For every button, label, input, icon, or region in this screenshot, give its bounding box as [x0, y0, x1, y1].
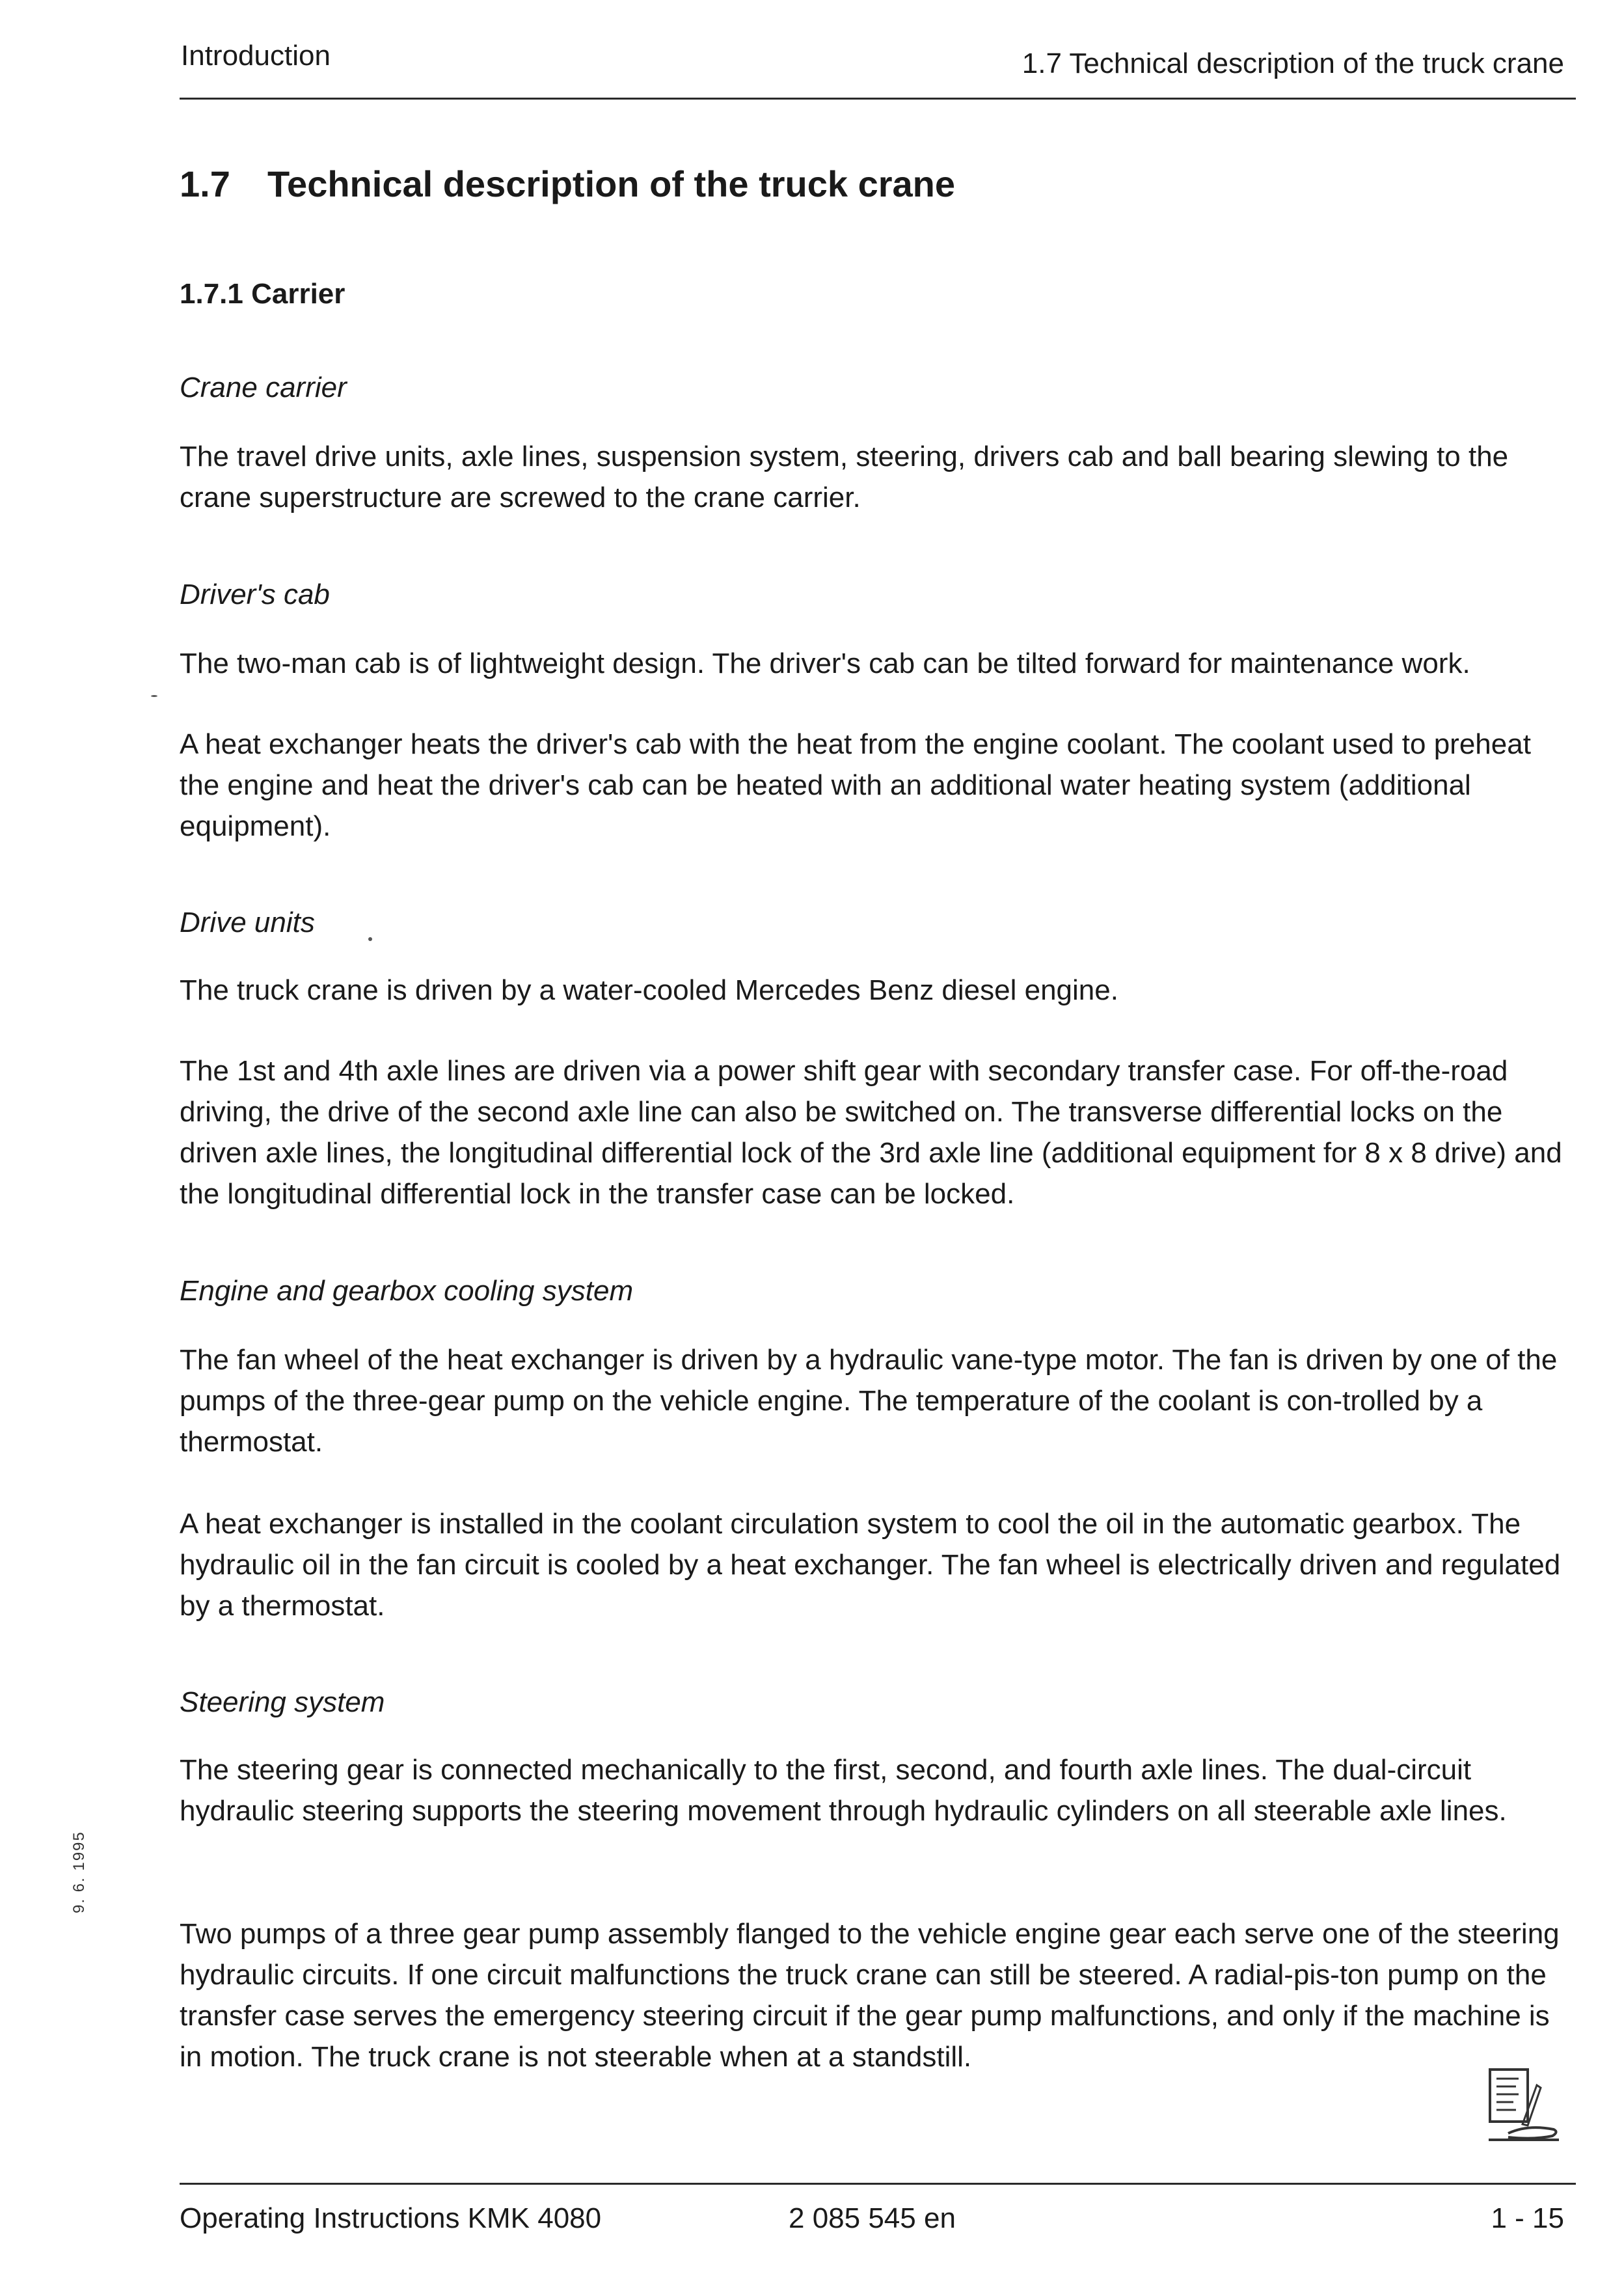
section-title: [180, 161, 955, 207]
paragraph: The fan wheel of the heat exchanger is driven by a hydraulic vane-type motor. The fan is driven by one of the pumps of the three-gear pump on the vehicle engine. The temperature of the coolant is con-trolled by a thermostat.: [180, 1344, 1558, 1458]
footer-rule: [180, 2183, 1576, 2185]
subheading-drive-units: Drive units: [180, 907, 315, 938]
footer-document-title: Operating Instructions KMK 4080: [180, 2202, 602, 2234]
scan-speck: [151, 695, 157, 697]
header-section: 1.7 Technical description of the truck crane: [1022, 48, 1564, 79]
subsection-title: 1.7.1 Carrier: [180, 278, 345, 310]
subheading-engine-gearbox-cooling: Engine and gearbox cooling system: [180, 1275, 634, 1307]
header-chapter: Introduction: [181, 40, 331, 72]
paragraph: A heat exchanger is installed in the coolant circulation system to cool the oil in the automatic gearbox. The hydraulic oil in the fan circuit is cooled by a heat exchanger. The fan wheel is electrically driven and regulated by a thermostat.: [180, 1508, 1561, 1622]
manual-book-icon: [1482, 2066, 1567, 2144]
paragraph: The 1st and 4th axle lines are driven via a power shift gear with secondary transfer case. For off-the-road driving, the drive of the second axle line can also be switched on. The transverse differential locks on the driven axle lines, the longitudinal differential lock of the 3rd axle line (additional equipment for 8 x 8 drive) and the longitudinal differential lock in the transfer case can be locked.: [180, 1055, 1562, 1210]
paragraph: The two-man cab is of lightweight design. The driver's cab can be tilted forward for maintenance work.: [180, 648, 1470, 679]
section-title-text: Technical description of the truck crane: [267, 163, 955, 204]
subheading-steering-system: Steering system: [180, 1686, 385, 1718]
subheading-crane-carrier: Crane carrier: [180, 372, 347, 403]
subheading-drivers-cab: Driver's cab: [180, 579, 330, 610]
paragraph: The steering gear is connected mechanically to the first, second, and fourth axle lines. The dual-circuit hydraulic steering supports the steering movement through hydraulic cylinders on all steerable axle lines.: [180, 1754, 1507, 1827]
paragraph: The travel drive units, axle lines, suspension system, steering, drivers cab and ball bearing slewing to the crane superstructure are screwed to the crane carrier.: [180, 441, 1509, 513]
scan-speck: [368, 937, 372, 941]
paragraph: Two pumps of a three gear pump assembly flanged to the vehicle engine gear each serve one of the steering hydraulic circuits. If one circuit malfunctions the truck crane can still be steered. A radial-pis-ton pump on the transfer case serves the emergency steering circuit if the gear pump malfunctions, and only if the machine is in motion. The truck crane is not steerable when at a standstill.: [180, 1918, 1560, 2073]
margin-date: 9. 6. 1995: [70, 1831, 88, 1913]
page-number: 1 - 15: [1491, 2202, 1564, 2234]
footer-document-number: 2 085 545 en: [789, 2202, 956, 2234]
section-number: 1.7: [180, 163, 230, 204]
header-rule: [180, 98, 1576, 100]
paragraph: The truck crane is driven by a water-cooled Mercedes Benz diesel engine.: [180, 974, 1118, 1006]
paragraph: A heat exchanger heats the driver's cab with the heat from the engine coolant. The coolant used to preheat the engine and heat the driver's cab can be heated with an additional water heating system (additional equipment).: [180, 728, 1531, 842]
